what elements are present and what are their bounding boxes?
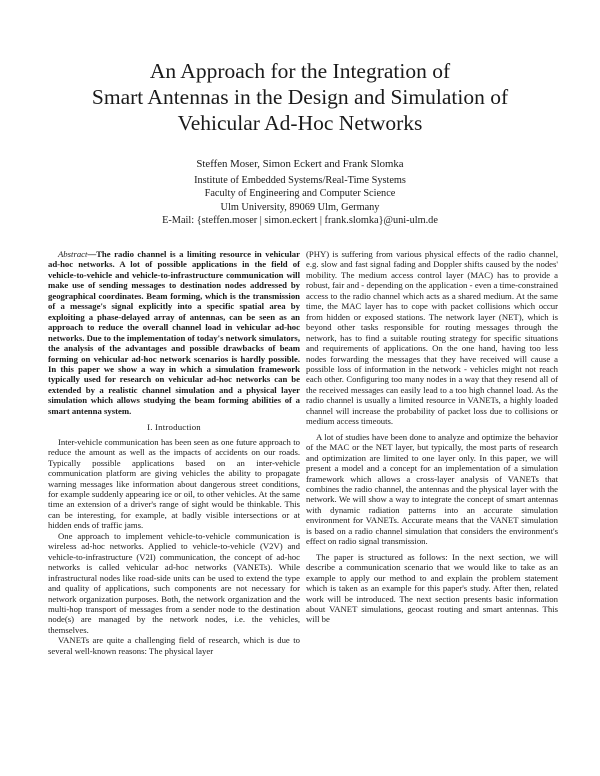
left-paragraph-3: VANETs are quite a challenging field of research, which is due to several well-known reasons: The physical layer bbox=[48, 635, 300, 656]
author-institute: Institute of Embedded Systems/Real-Time Systems bbox=[194, 174, 406, 186]
left-paragraph-1: Inter-vehicle communication has been seen as one future approach to reduce the amount as well as the impacts of accidents on our roads. Typically possible applications based on an inter-vehicle communication platform are giving vehicles the ability to propagate warning messages like information about dangerous street conditions, for example suddenly appearing ice or oil, to other vehicles. At the same time an extension of a driver's range of sight would be thinkable. This can be interesting, for example, at badly visible intersections or at hidden ends of traffic jams. bbox=[48, 436, 300, 531]
right-column bbox=[306, 249, 558, 625]
title-line-2: Smart Antennas in the Design and Simulation of bbox=[91, 85, 509, 109]
paper-title bbox=[40, 58, 560, 136]
author-block bbox=[60, 158, 540, 228]
right-paragraph-2: A lot of studies have been done to analyze and optimize the behavior of the MAC or the NET layer, but typically, the most parts of research and optimization are limited to one layer only. In this paper, we will present a model and a concept for an implementation of a simulation framework which allows a cross-layer analysis of VANETs that combines the radio channel, the antennas and the physical layer with the network. We will show a way to integrate the concept of smart antennas with dynamic radiation patterns into an accurate simulation environment for VANETs. Accurate means that the VANET simulation is based on a radio channel simulation that considers the environment's effect on radio signal transmission. bbox=[306, 431, 558, 547]
author-names: Steffen Moser, Simon Eckert and Frank Slomka bbox=[196, 158, 404, 170]
author-faculty: Faculty of Engineering and Computer Science bbox=[204, 188, 396, 200]
author-university: Ulm University, 89069 Ulm, Germany bbox=[220, 201, 380, 213]
right-paragraph-3: The paper is structured as follows: In the next section, we will describe a communication scenario that we would like to take as an example to apply our method to and explain the problem statement which is taken as an example for this paper's study. After then, related work will be introduced. The next section presents basic information about VANET simulations, geocast routing and smart antennas. This will be bbox=[306, 551, 558, 625]
left-paragraph-2: One approach to implement vehicle-to-vehicle communication is wireless ad-hoc networks. Applied to vehicle-to-vehicle (V2V) and vehicle-to-infrastructure (V2I) communication, the concept of ad-hoc networks is called vehicular ad-hoc networks (VANETs). While infrastructural nodes like road-side units can be used to extend the type and quality of applications, such components are not necessary for network organization purposes. Both, the network organization and the multi-hop transport of messages from a sender node to the destination node(s) are managed by the network nodes, i.e. the vehicles, themselves. bbox=[48, 530, 300, 635]
right-paragraph-1: (PHY) is suffering from various physical effects of the radio channel, e.g. slow and fast signal fading and Doppler shifts caused by the nodes' mobility. The medium access control layer (MAC) has to provide a robust, fair and - depending on the application - even a time-constrained access to the radio channel which acts as a shared medium. At the same time, the MAC layer has to cope with packet collisions which occur from hidden or exposed stations. The network layer (NET), which is beyond other tasks responsible for routing messages through the network, has to find a suitable routing strategy for specific situations and requirements of applications. On the one hand, having too less nodes forwarding the messages that they have received will cause a possible loss of information in the network - vehicles might not reach each other. Configuring too many nodes in a way that they resend all of the received messages can easily lead to a too high channel load. As the radio channel is usually a limited resource in VANETs, a highly loaded channel will increase the probability of packet loss due to collisions or medium access timeouts. bbox=[306, 249, 558, 427]
section-heading-introduction: I. Introduction bbox=[147, 422, 201, 433]
abstract-lead: Abstract bbox=[58, 249, 88, 259]
left-column bbox=[48, 249, 300, 656]
abstract bbox=[48, 249, 300, 416]
abstract-text: —The radio channel is a limiting resource in vehicular ad-hoc networks. A lot of possible applications in the field of vehicle-to-vehicle and vehicle-to-infrastructure communication will make use of sending messages to destination nodes addressed by geographical coordinates. Beam forming, which is the transmission of a message's signal explicitly into a specific spatial area by exploiting a phase-delayed array of antennas, can be seen as an approach to reduce the overall channel load in vehicular ad-hoc networks. Due to the implementation of today's network simulators, the analysis of the advantages and possible drawbacks of beam forming on vehicular ad-hoc network scenarios is hardly possible. In this paper we show a way in which a simulation framework typically used for research on vehicular ad-hoc networks can be extended by a realistic channel simulation and a physical layer simulation which allows studying the beam forming abilities of a smart antenna system. bbox=[48, 249, 300, 416]
title-line-1: An Approach for the Integration of bbox=[149, 59, 451, 83]
author-email: E-Mail: {steffen.moser | simon.eckert | frank.slomka}@uni-ulm.de bbox=[162, 215, 438, 227]
title-line-3: Vehicular Ad-Hoc Networks bbox=[177, 111, 423, 135]
